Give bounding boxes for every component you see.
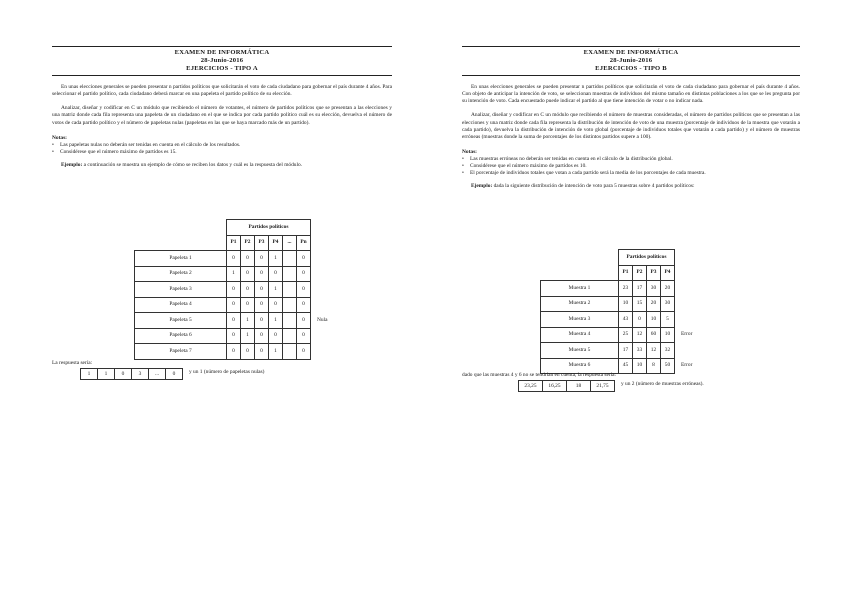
cell: 32 xyxy=(661,343,675,359)
cell: 0 xyxy=(227,251,241,267)
column-header: P3 xyxy=(255,235,269,251)
note-item: • El porcentaje de individuos totales que votan a cada partido será la media de los porcentajes de cada muestra. xyxy=(462,170,800,177)
column-header: P1 xyxy=(227,235,241,251)
samples-table xyxy=(540,249,715,374)
table-header-row xyxy=(541,265,715,281)
note-item: • Las papeletas nulas no deberán ser tenidas en cuenta en el cálculo de los resultados. xyxy=(52,142,392,149)
cell xyxy=(283,282,297,298)
cell: 0 xyxy=(255,297,269,313)
paragraph-intro: En unas elecciones generales se pueden presentar n partidos políticos que solicitarán el voto de cada ciudadano para gobernar el país durante 4 años. Con objeto de anticipar la intención de voto, se seleccionan muestras de individuos del mismo tamaño en distintas poblaciones a los que se les pregunta por su intención de voto. Cada encuestado puede indicar el partido al que tiene intención de votar o no indicar nada. xyxy=(462,84,800,105)
cell xyxy=(283,266,297,282)
answer-label: La respuesta sería: xyxy=(52,360,93,366)
cell: 0 xyxy=(241,297,255,313)
row-label: Papeleta 1 xyxy=(135,251,227,267)
column-header: P2 xyxy=(241,235,255,251)
cell: 0 xyxy=(297,328,311,344)
cell: 0 xyxy=(255,282,269,298)
exam-page-b xyxy=(462,46,800,389)
answer-cell: 3 xyxy=(132,369,149,380)
cell: 10 xyxy=(619,296,633,312)
column-header: P2 xyxy=(633,265,647,281)
table-row xyxy=(135,344,351,360)
answer-note: y un 2 (número de muestras erróneas). xyxy=(621,381,704,388)
cell: 43 xyxy=(619,312,633,328)
exam-date: 28-Junio-2016 xyxy=(200,57,244,65)
blank-cell xyxy=(675,250,715,266)
row-note xyxy=(311,344,351,360)
exam-header-a xyxy=(52,46,392,76)
example-text: a continuación se muestra un ejemplo de cómo se reciben los datos y cuál es la respuesta del módulo. xyxy=(82,162,303,169)
cell: 0 xyxy=(241,251,255,267)
cell: 1 xyxy=(269,251,283,267)
example-label: Ejemplo: xyxy=(471,183,493,190)
note-item: • Considérese que el número máximo de partidos es 10. xyxy=(462,163,800,170)
cell xyxy=(283,313,297,329)
row-label: Muestra 6 xyxy=(541,358,619,374)
column-header: P4 xyxy=(269,235,283,251)
row-label: Muestra 3 xyxy=(541,312,619,328)
cell: 0 xyxy=(255,251,269,267)
cell: 0 xyxy=(297,297,311,313)
cell: 15 xyxy=(633,296,647,312)
answer-label: dado que las muestras 4 y 6 no se tendrían en cuenta, la respuesta sería: xyxy=(462,372,617,378)
note-item: • Las muestras erróneas no deberán ser tenidas en cuenta en el cálculo de la distribución global. xyxy=(462,156,800,163)
blank-cell xyxy=(135,220,227,236)
table-row xyxy=(541,281,715,297)
cell: 0 xyxy=(633,312,647,328)
answer-cell: 0 xyxy=(115,369,132,380)
cell xyxy=(283,251,297,267)
exam-type: EJERCICIOS - TIPO A xyxy=(186,65,258,73)
cell xyxy=(283,344,297,360)
table-row xyxy=(135,297,351,313)
table-row xyxy=(541,343,715,359)
column-header: ... xyxy=(283,235,297,251)
row-note xyxy=(675,281,715,297)
cell: 20 xyxy=(661,281,675,297)
group-header: Partidos políticos xyxy=(619,250,675,266)
exam-title: EXAMEN DE INFORMÁTICA xyxy=(583,49,679,56)
cell: 10 xyxy=(661,327,675,343)
row-label: Papeleta 5 xyxy=(135,313,227,329)
paragraph-intro: En unas elecciones generales se pueden presentar n partidos políticos que solicitarán el voto de cada ciudadano para gobernar el país durante 4 años. Para seleccionar el partido político, cada ciudadano deberá marcar en una papeleta el partido político de su elección. xyxy=(52,84,392,98)
cell: 25 xyxy=(619,327,633,343)
cell: 0 xyxy=(255,313,269,329)
cell: 0 xyxy=(297,344,311,360)
row-note: Error xyxy=(681,331,693,338)
answer-cell: 23,25 xyxy=(519,381,543,392)
cell: 0 xyxy=(269,266,283,282)
cell: 0 xyxy=(255,344,269,360)
cell: 1 xyxy=(269,282,283,298)
answer-cell: 1 xyxy=(81,369,98,380)
row-label: Papeleta 6 xyxy=(135,328,227,344)
row-note: Error xyxy=(681,362,693,369)
row-label: Papeleta 3 xyxy=(135,282,227,298)
cell: 0 xyxy=(227,282,241,298)
cell: 33 xyxy=(633,343,647,359)
answer-cell: 1 xyxy=(98,369,115,380)
exam-title: EXAMEN DE INFORMÁTICA xyxy=(174,49,270,56)
cell: 0 xyxy=(241,266,255,282)
answer-cell: 16,25 xyxy=(543,381,567,392)
row-label: Muestra 2 xyxy=(541,296,619,312)
cell: 1 xyxy=(227,266,241,282)
note-item: • Considérese que el número máximo de partidos es 15. xyxy=(52,149,392,156)
cell: 17 xyxy=(633,281,647,297)
cell: 30 xyxy=(647,281,661,297)
cell: 10 xyxy=(647,312,661,328)
exam-page-a xyxy=(52,46,392,377)
row-label: Muestra 5 xyxy=(541,343,619,359)
row-note xyxy=(675,312,715,328)
answer-cell: 18 xyxy=(567,381,591,392)
cell: 10 xyxy=(633,358,647,374)
row-note xyxy=(675,343,715,359)
blank-cell xyxy=(135,235,227,251)
cell: 8 xyxy=(647,358,661,374)
notes-list xyxy=(52,142,392,156)
column-header: P1 xyxy=(619,265,633,281)
blank-cell xyxy=(311,235,351,251)
cell: 1 xyxy=(241,328,255,344)
row-note xyxy=(311,328,351,344)
blank-cell xyxy=(541,250,619,266)
cell: 0 xyxy=(269,328,283,344)
answer-block xyxy=(462,372,800,392)
answer-cell: 21,75 xyxy=(591,381,615,392)
cell: 12 xyxy=(647,343,661,359)
row-note xyxy=(311,282,351,298)
cell: 0 xyxy=(227,328,241,344)
cell: 60 xyxy=(647,327,661,343)
notes-list xyxy=(462,156,800,177)
cell: 0 xyxy=(269,297,283,313)
row-label: Papeleta 2 xyxy=(135,266,227,282)
table-row xyxy=(135,328,351,344)
cell: 0 xyxy=(297,266,311,282)
cell: 1 xyxy=(269,344,283,360)
column-header: P4 xyxy=(661,265,675,281)
row-note: Nula xyxy=(317,316,328,323)
table-row xyxy=(541,296,715,312)
cell: 1 xyxy=(241,313,255,329)
example-line xyxy=(52,162,392,169)
exam-header-b xyxy=(462,46,800,76)
ballots-table xyxy=(134,219,351,360)
column-header: Pn xyxy=(297,235,311,251)
cell: 0 xyxy=(297,251,311,267)
example-label: Ejemplo: xyxy=(61,162,83,169)
row-note xyxy=(311,251,351,267)
cell: 30 xyxy=(661,296,675,312)
table-row xyxy=(135,282,351,298)
cell: 0 xyxy=(297,282,311,298)
answer-block xyxy=(52,360,392,380)
blank-cell xyxy=(311,220,351,236)
example-text: dada la siguiente distribución de intención de voto para 5 muestras sobre 4 partidos políticos: xyxy=(492,183,695,190)
cell: 1 xyxy=(269,313,283,329)
cell: 0 xyxy=(227,344,241,360)
cell: 20 xyxy=(647,296,661,312)
table-row xyxy=(135,251,351,267)
answer-cell: 0 xyxy=(166,369,183,380)
cell: 12 xyxy=(633,327,647,343)
cell: 0 xyxy=(297,313,311,329)
row-label: Muestra 1 xyxy=(541,281,619,297)
exam-date: 28-Junio-2016 xyxy=(609,57,653,65)
column-header: P3 xyxy=(647,265,661,281)
answer-note: y un 1 (número de papeletas nulas) xyxy=(189,369,265,376)
answer-table xyxy=(80,368,183,380)
cell: 5 xyxy=(661,312,675,328)
row-note xyxy=(311,266,351,282)
blank-cell xyxy=(541,265,619,281)
table-group-header-row xyxy=(135,220,351,236)
answer-row xyxy=(52,368,392,380)
table-group-header-row xyxy=(541,250,715,266)
row-note xyxy=(675,296,715,312)
cell: 0 xyxy=(241,344,255,360)
answer-table xyxy=(518,380,615,392)
cell: 0 xyxy=(255,266,269,282)
row-label: Papeleta 4 xyxy=(135,297,227,313)
row-note xyxy=(311,297,351,313)
cell: 23 xyxy=(619,281,633,297)
table-row xyxy=(541,312,715,328)
cell xyxy=(283,328,297,344)
answer-row xyxy=(462,380,800,392)
notes-title: Notas: xyxy=(462,148,477,155)
cell: 50 xyxy=(661,358,675,374)
cell: 0 xyxy=(255,328,269,344)
cell: 45 xyxy=(619,358,633,374)
table-row xyxy=(135,266,351,282)
row-label: Papeleta 7 xyxy=(135,344,227,360)
notes-title: Notas: xyxy=(52,134,67,141)
cell xyxy=(283,297,297,313)
row-label: Muestra 4 xyxy=(541,327,619,343)
table-row xyxy=(135,313,351,329)
paragraph-task: Analizar, diseñar y codificar en C un módulo que recibiendo el número de votantes, el número de partidos políticos que se presentan a las elecciones y una matriz donde cada fila representa una papeleta de un ciudadano en el que se indica por cada partido político cuál es su elección, devuelva el número de votos de cada partido político y el número de papeletas nulas (papeletas en las que se haya marcado más de un partido). xyxy=(52,105,392,126)
answer-cell: ... xyxy=(149,369,166,380)
blank-cell xyxy=(675,265,715,281)
cell: 17 xyxy=(619,343,633,359)
example-line xyxy=(462,183,800,190)
cell: 0 xyxy=(241,282,255,298)
table-row xyxy=(541,327,715,343)
exam-type: EJERCICIOS - TIPO B xyxy=(595,65,667,73)
cell: 0 xyxy=(227,313,241,329)
paragraph-task: Analizar, diseñar y codificar en C un módulo que recibiendo el número de muestras consideradas, el número de partidos políticos que se presentan a las elecciones y una matriz donde cada fila representa la distribución de intención de voto de una muestra (porcentaje de individuos de la muestra que votarán a cada partido), devuelva la distribución de intención de voto global (porcentaje de individuos totales que votarán a cada partido) y el número de muestras erróneas (muestras donde la suma de porcentajes de los distintos partidos supere a 100). xyxy=(462,112,800,140)
group-header: Partidos políticos xyxy=(227,220,311,236)
table-header-row xyxy=(135,235,351,251)
cell: 0 xyxy=(227,297,241,313)
